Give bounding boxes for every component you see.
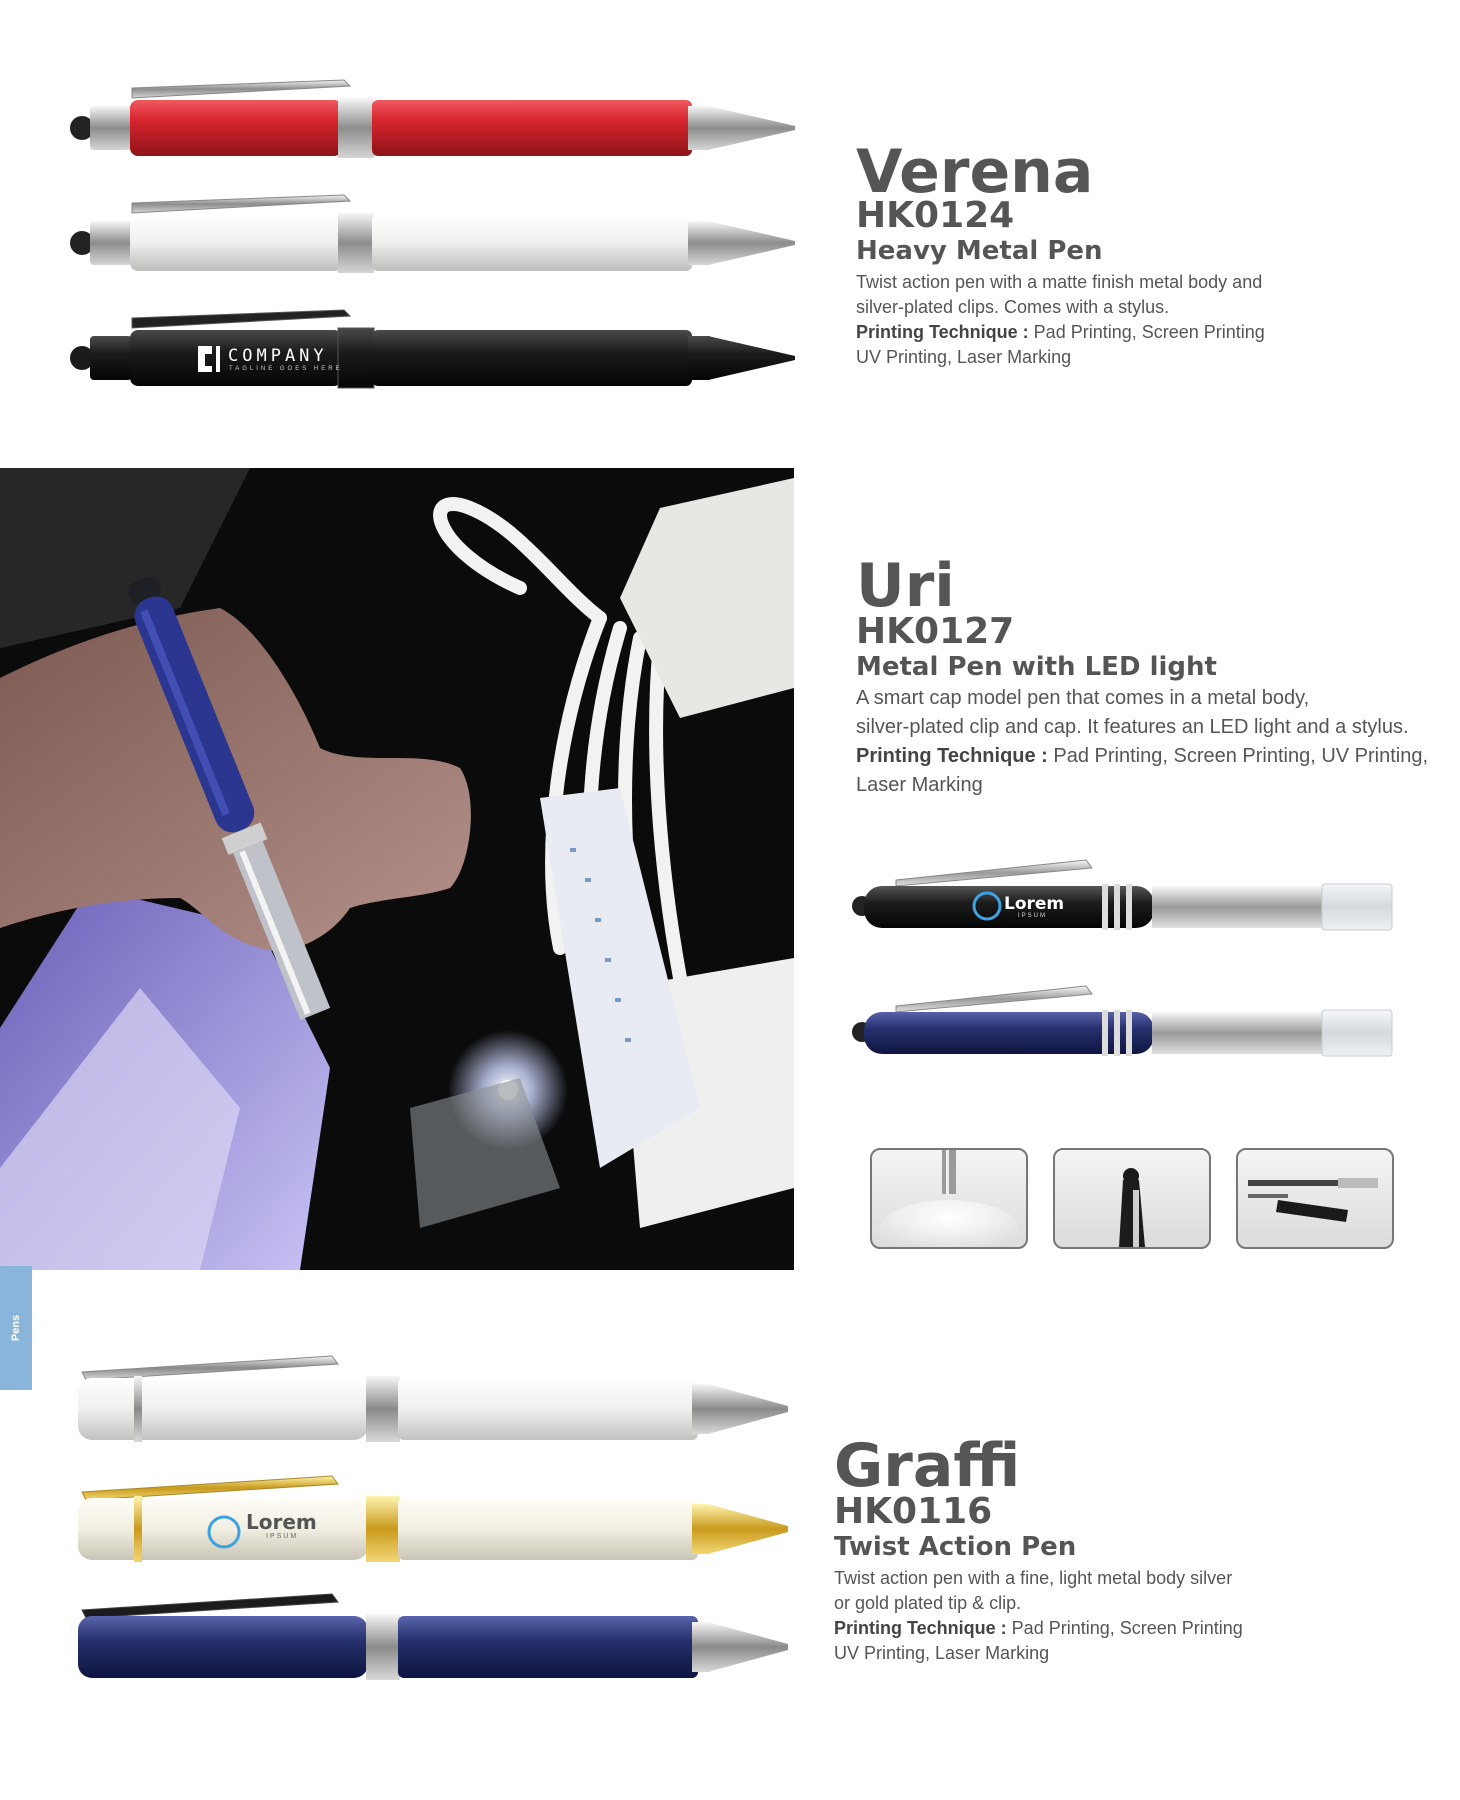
- graffi-logo-tagline: IPSUM: [266, 1533, 299, 1540]
- uri-code: HK0127: [856, 611, 1015, 652]
- graffi-navy-pen: [78, 1594, 788, 1680]
- uri-pen-image: [852, 856, 1412, 1076]
- verena-name: Verena: [856, 137, 1094, 207]
- uri-thumb-stylus[interactable]: [1053, 1148, 1211, 1249]
- graffi-subtitle: Twist Action Pen: [834, 1532, 1077, 1562]
- graffi-desc-line2: or gold plated tip & clip.: [834, 1593, 1022, 1613]
- category-side-tab[interactable]: [0, 1266, 32, 1390]
- verena-description: [856, 270, 1416, 370]
- uri-logo-tagline: IPSUM: [1018, 913, 1048, 919]
- verena-printing-label: Printing Technique :: [856, 322, 1029, 342]
- uri-logo-text: Lorem: [1004, 894, 1065, 914]
- graffi-code: HK0116: [834, 1491, 993, 1532]
- uri-description: [856, 684, 1436, 800]
- uri-navy-pen: [852, 986, 1392, 1056]
- verena-red-pen: [70, 80, 795, 158]
- verena-desc-line2: silver-plated clips. Comes with a stylus.: [856, 297, 1170, 317]
- verena-white-pen: [70, 195, 795, 273]
- verena-info: [856, 137, 1416, 370]
- graffi-printing-line1: Pad Printing, Screen Printing: [1006, 1618, 1243, 1638]
- uri-thumb-parts[interactable]: [1236, 1148, 1394, 1249]
- verena-logo-text: COMPANY: [228, 346, 328, 366]
- verena-logo-tagline: TAGLINE GOES HERE: [229, 366, 343, 372]
- verena-desc-line1: Twist action pen with a matte finish metal body and: [856, 272, 1263, 292]
- verena-pen-image: [70, 76, 800, 406]
- uri-lifestyle-photo: [0, 468, 794, 1270]
- uri-printing-line2: Laser Marking: [856, 774, 983, 796]
- uri-info: [856, 551, 1436, 800]
- graffi-logo-text: Lorem: [246, 1510, 317, 1534]
- graffi-description: [834, 1566, 1394, 1666]
- graffi-desc-line1: Twist action pen with a fine, light metal body silver: [834, 1568, 1233, 1588]
- category-side-tab-label: Pens: [10, 1314, 22, 1342]
- graffi-printing-label: Printing Technique :: [834, 1618, 1007, 1638]
- uri-printing-line1: Pad Printing, Screen Printing, UV Printing,: [1047, 745, 1429, 767]
- verena-black-pen: [70, 310, 795, 388]
- graffi-white-pen: [78, 1356, 788, 1442]
- uri-name: Uri: [856, 551, 955, 621]
- uri-printing-label: Printing Technique :: [856, 745, 1048, 767]
- verena-printing-line1: Pad Printing, Screen Printing: [1028, 322, 1265, 342]
- verena-code: HK0124: [856, 195, 1015, 236]
- uri-thumb-led[interactable]: [870, 1148, 1028, 1249]
- uri-desc-line1: A smart cap model pen that comes in a metal body,: [856, 687, 1310, 709]
- verena-printing-line2: UV Printing, Laser Marking: [856, 347, 1072, 367]
- uri-desc-line2: silver-plated clip and cap. It features an LED light and a stylus.: [856, 716, 1409, 738]
- graffi-printing-line2: UV Printing, Laser Marking: [834, 1643, 1050, 1663]
- verena-subtitle: Heavy Metal Pen: [856, 236, 1103, 266]
- graffi-info: [834, 1431, 1394, 1666]
- graffi-cream-pen: [78, 1476, 788, 1562]
- graffi-pen-image: [78, 1352, 798, 1692]
- graffi-name: Graffi: [834, 1431, 1021, 1501]
- uri-black-pen: [852, 860, 1392, 930]
- uri-subtitle: Metal Pen with LED light: [856, 652, 1217, 682]
